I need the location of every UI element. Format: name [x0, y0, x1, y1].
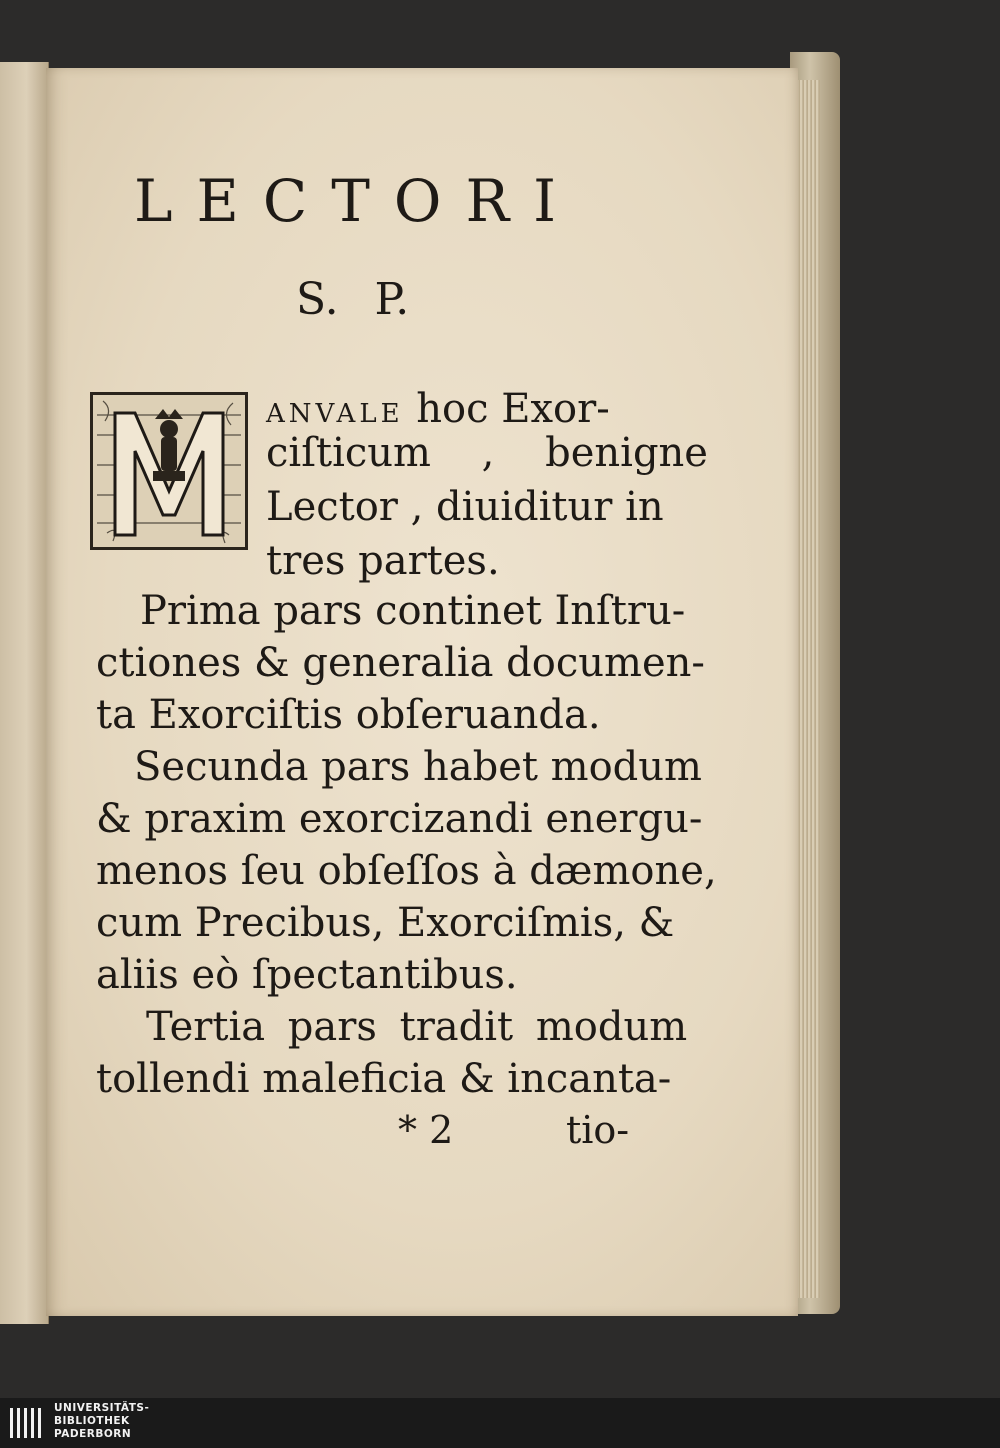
logo-line-2: BIBLIOTHEK: [54, 1415, 130, 1427]
text-line-2: ciſticum , benigne: [266, 430, 708, 476]
signature-mark: * 2: [398, 1108, 454, 1152]
facing-page-edge: [0, 62, 49, 1324]
catchword: tio-: [566, 1108, 630, 1152]
text-line-3: Lector , diuiditur in: [266, 484, 664, 530]
text-line-7: ta Exorciſtis obſeruanda.: [96, 692, 601, 738]
text-line-9: & praxim exorcizandi energu-: [96, 796, 703, 842]
initial-continuation: ANVALE: [266, 399, 404, 429]
library-logo-text: [54, 1402, 149, 1441]
page-heading: LECTORI: [134, 167, 581, 235]
footer-bar: [0, 1398, 1000, 1448]
line-1-text: hoc Exor-: [416, 386, 610, 432]
text-line-10: menos ſeu obſeſſos à dæmone,: [96, 848, 717, 894]
logo-line-3: PADERBORN: [54, 1428, 132, 1440]
text-line-14: tollendi maleficia & incanta-: [96, 1056, 672, 1102]
library-logo-icon: [8, 1404, 46, 1442]
text-line-5: Prima pars continet Inſtru-: [140, 588, 686, 634]
text-line-4: tres partes.: [266, 538, 500, 584]
woodcut-initial-illustration: [93, 395, 245, 547]
text-line-11: cum Precibus, Exorciſmis, &: [96, 900, 675, 946]
logo-line-1: UNIVERSITÄTS-: [54, 1402, 150, 1414]
decorated-initial: [90, 392, 248, 550]
text-line-8: Secunda pars habet modum: [134, 744, 702, 790]
page-subheading: S. P.: [296, 274, 410, 325]
text-line-12: aliis eò ſpectantibus.: [96, 952, 518, 998]
text-line-6: ctiones & generalia documen-: [96, 640, 705, 686]
text-line-13: Tertia pars tradit modum: [146, 1004, 688, 1050]
